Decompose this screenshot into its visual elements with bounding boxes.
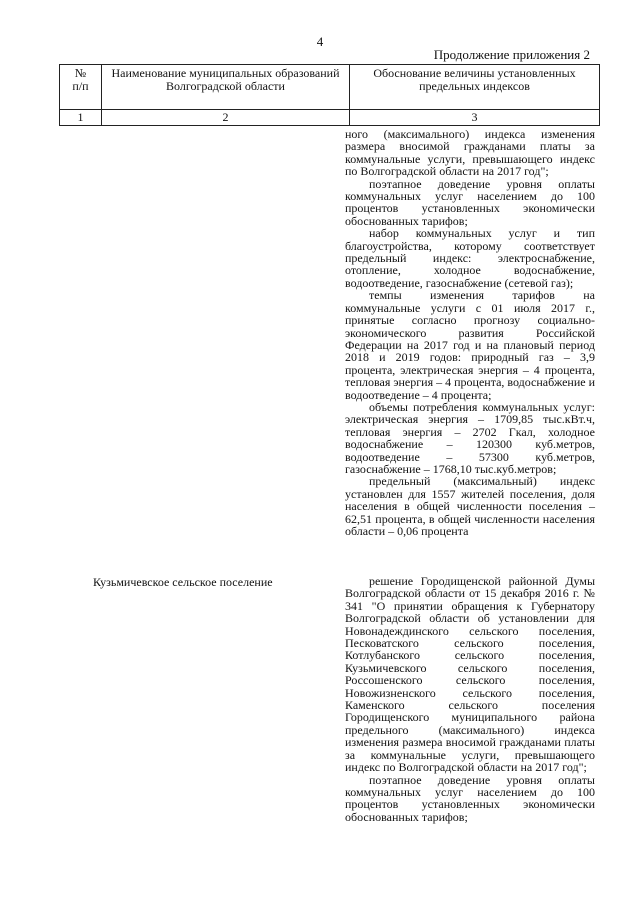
appendix-continuation-note: Продолжение приложения 2 xyxy=(433,47,590,62)
header-municipality: Наименование муниципальных образований Волгоградской области xyxy=(102,65,350,110)
column-number: 2 xyxy=(102,110,350,126)
column-numbers-row xyxy=(60,110,600,126)
paragraph: поэтапное доведение уровня оплаты коммунальных услуг населением до 100 процентов установленных экономически обоснованных тарифов; xyxy=(345,772,595,824)
appendix-table xyxy=(59,64,600,126)
header-number: № п/п xyxy=(60,65,102,110)
column-number: 3 xyxy=(350,110,600,126)
justification-block-kuzmichevskoe xyxy=(345,575,595,823)
paragraph: ного (максимального) индекса изменения размера вносимой гражданами платы за коммунальные услуги, превышающего индекс по Волгоградской области на 2017 год"; xyxy=(345,127,595,179)
paragraph: предельный (максимальный) индекс установлен для 1557 жителей поселения, доля населения в общей численности поселения – 62,51 процента, в общей численности населения области – 0,06 процента xyxy=(345,474,595,538)
settlement-name: Кузьмичевское сельское поселение xyxy=(93,575,273,589)
paragraph: поэтапное доведение уровня оплаты коммунальных услуг населением до 100 процентов установленных экономически обоснованных тарифов; xyxy=(345,176,595,228)
header-justification: Обоснование величины установленных предельных индексов xyxy=(350,65,600,110)
justification-block-continued xyxy=(345,128,595,537)
column-number: 1 xyxy=(60,110,102,126)
table-header-row xyxy=(60,65,600,110)
paragraph: темпы изменения тарифов на коммунальные услуги с 01 июля 2017 г., принятые согласно прогнозу социально-экономического развития Российской Федерации на 2017 год и на плановый период 2018 и 2019 годов: природный газ – 3,9 процента, электрическая энергия – 4 процента, тепловая энергия – 4 процента, водоснабжение и водоотведение – 4 процента; xyxy=(345,288,595,402)
paragraph: набор коммунальных услуг и тип благоустройства, которому соответствует предельный индекс: электроснабжение, отопление, холодное водоснабжение, водоотведение, газоснабжение (сетевой газ); xyxy=(345,226,595,290)
paragraph: объемы потребления коммунальных услуг: электрическая энергия – 1709,85 тыс.кВт.ч, тепловая энергия – 2702 Гкал, холодное водоснабжение – 120300 куб.метров, водоотведение – 57300 куб.метров, газоснабжение – 1768,10 тыс.куб.метров; xyxy=(345,399,595,476)
page-number: 4 xyxy=(316,34,324,49)
paragraph: решение Городищенской районной Думы Волгоградской области от 15 декабря 2016 г. № 341 "О принятии обращения к Губернатору Волгоградской области об установлении для Новонадеждинского сельского поселения, Песковатского сельского поселения, Котлубанского сельского поселения, Кузьмичевского сельского поселения, Россошенского сельского поселения, Новожизненского сельского поселения, Каменского сельского поселения Городищенского муниципального района предельного (максимального) индекса изменения размера вносимой гражданами платы за коммунальные услуги, превышающего индекс по Волгоградской области на 2017 год"; xyxy=(345,574,595,775)
